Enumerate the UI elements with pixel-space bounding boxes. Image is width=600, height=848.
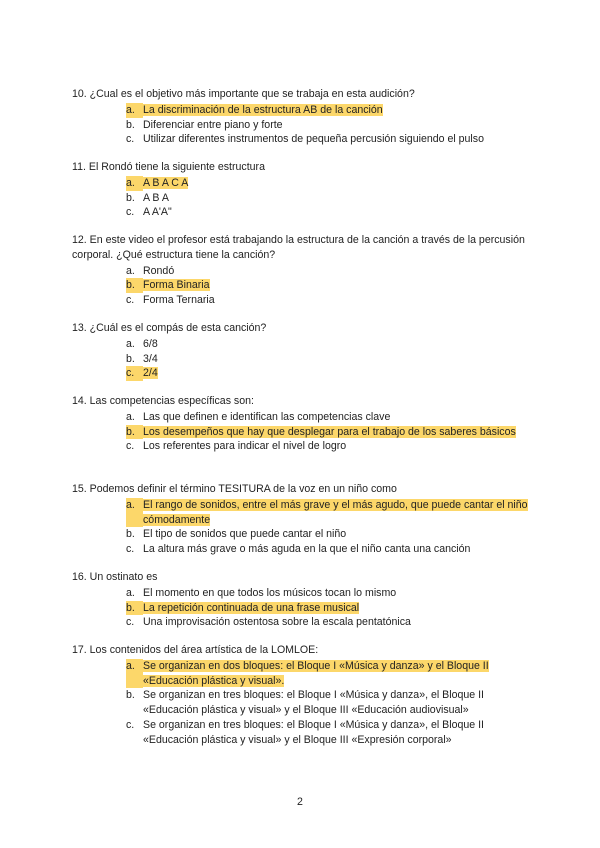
question-14 (72, 394, 542, 454)
question-stem: 15. Podemos definir el término TESITURA de la voz en un niño como (72, 483, 397, 495)
answer-options (72, 337, 542, 381)
question-17 (72, 643, 542, 748)
option-letter: a. (126, 586, 135, 599)
option-letter: a. (126, 337, 135, 350)
option-text: El tipo de sonidos que puede cantar el niño (143, 528, 347, 541)
option-text: Una improvisación ostentosa sobre la escala pentatónica (143, 616, 411, 629)
answer-option (72, 688, 542, 718)
answer-options (72, 410, 542, 454)
option-letter: c. (126, 543, 135, 556)
option-text: El rango de sonidos, entre el más grave y el más agudo, que puede cantar el niño cómodamente (143, 498, 528, 526)
option-letter: b. (126, 191, 135, 204)
question-stem: 13. ¿Cuál es el compás de esta canción? (72, 322, 267, 334)
option-letter: b. (126, 278, 143, 293)
question-stem: 10. ¿Cual es el objetivo más importante que se trabaja en esta audición? (72, 88, 415, 100)
option-text: Rondó (143, 264, 175, 277)
option-letter: a. (126, 103, 143, 118)
option-letter: a. (126, 264, 135, 277)
question-12 (72, 233, 542, 308)
option-text: Los desempeños que hay que desplegar para el trabajo de los saberes básicos (143, 425, 516, 438)
option-letter: c. (126, 616, 135, 629)
answer-option (72, 586, 542, 601)
option-letter: a. (126, 410, 135, 423)
answer-options (72, 264, 542, 308)
answer-option (72, 352, 542, 367)
question-stem: 16. Un ostinato es (72, 571, 158, 583)
answer-option (72, 132, 542, 147)
option-letter: c. (126, 366, 143, 381)
answer-options (72, 659, 542, 748)
option-letter: a. (126, 498, 143, 528)
option-text: Los referentes para indicar el nivel de logro (143, 440, 347, 453)
answer-option (72, 337, 542, 352)
option-letter: c. (126, 294, 135, 307)
question-10 (72, 87, 542, 147)
answer-option (72, 615, 542, 630)
answer-option (72, 191, 542, 206)
answer-option (72, 542, 542, 557)
option-letter: c. (126, 133, 135, 146)
option-letter: b. (126, 425, 143, 440)
option-text: Se organizan en dos bloques: el Bloque I «Música y danza» y el Bloque II «Educación plástica y visual». (143, 659, 489, 687)
option-letter: b. (126, 601, 143, 616)
question-stem: 12. En este video el profesor está trabajando la estructura de la canción a través de la percusión corporal. ¿Qué estructura tiene la canción? (72, 234, 525, 261)
answer-option (72, 264, 542, 279)
answer-option (72, 410, 542, 425)
option-text: Diferenciar entre piano y forte (143, 118, 283, 131)
answer-option-highlighted (72, 176, 542, 191)
option-letter: b. (126, 689, 135, 702)
page-number: 2 (297, 796, 303, 808)
answer-option-highlighted (72, 425, 542, 440)
answer-option-highlighted (72, 278, 542, 293)
answer-options (72, 176, 542, 220)
option-letter: a. (126, 659, 143, 689)
answer-options (72, 498, 542, 557)
option-text: Forma Ternaria (143, 294, 215, 307)
option-text: Se organizan en tres bloques: el Bloque I «Música y danza», el Bloque II «Educación plástica y visual» y el Bloque III «Expresión corporal» (143, 718, 484, 746)
answer-option-highlighted (72, 103, 542, 118)
question-stem: 14. Las competencias específicas son: (72, 395, 254, 407)
question-13 (72, 321, 542, 381)
answer-option (72, 718, 542, 748)
answer-options (72, 586, 542, 630)
option-text: Utilizar diferentes instrumentos de pequeña percusión siguiendo el pulso (143, 133, 484, 146)
question-11 (72, 160, 542, 220)
option-letter: b. (126, 528, 135, 541)
option-letter: b. (126, 352, 135, 365)
option-text: Las que definen e identifican las competencias clave (143, 410, 391, 423)
option-text: 6/8 (143, 337, 158, 350)
answer-option (72, 205, 542, 220)
question-16 (72, 570, 542, 630)
option-text: 3/4 (143, 352, 158, 365)
option-text: A B A (143, 191, 169, 204)
question-15 (72, 482, 542, 557)
option-text: La repetición continuada de una frase musical (143, 601, 360, 614)
option-letter: c. (126, 718, 135, 731)
option-text: A A'A" (143, 206, 172, 219)
option-letter: a. (126, 176, 143, 191)
option-letter: c. (126, 206, 135, 219)
option-text: 2/4 (143, 367, 158, 380)
question-stem: 11. El Rondó tiene la siguiente estructura (72, 161, 265, 173)
option-text: A B A C A (143, 176, 189, 189)
option-letter: b. (126, 118, 135, 131)
answer-option (72, 293, 542, 308)
option-text: Forma Binaria (143, 279, 210, 292)
answer-option-highlighted (72, 498, 542, 528)
option-text: Se organizan en tres bloques: el Bloque I «Música y danza», el Bloque II «Educación plástica y visual» y el Bloque III «Educación audiovisual» (143, 689, 484, 717)
answer-option (72, 118, 542, 133)
option-text: La discriminación de la estructura AB de la canción (143, 103, 383, 116)
answer-option (72, 527, 542, 542)
option-text: El momento en que todos los músicos tocan lo mismo (143, 586, 397, 599)
answer-options (72, 103, 542, 147)
option-text: La altura más grave o más aguda en la que el niño canta una canción (143, 543, 471, 556)
answer-option (72, 439, 542, 454)
option-letter: c. (126, 440, 135, 453)
question-stem: 17. Los contenidos del área artística de la LOMLOE: (72, 644, 319, 656)
answer-option-highlighted (72, 601, 542, 616)
answer-option-highlighted (72, 659, 542, 689)
answer-option-highlighted (72, 366, 542, 381)
